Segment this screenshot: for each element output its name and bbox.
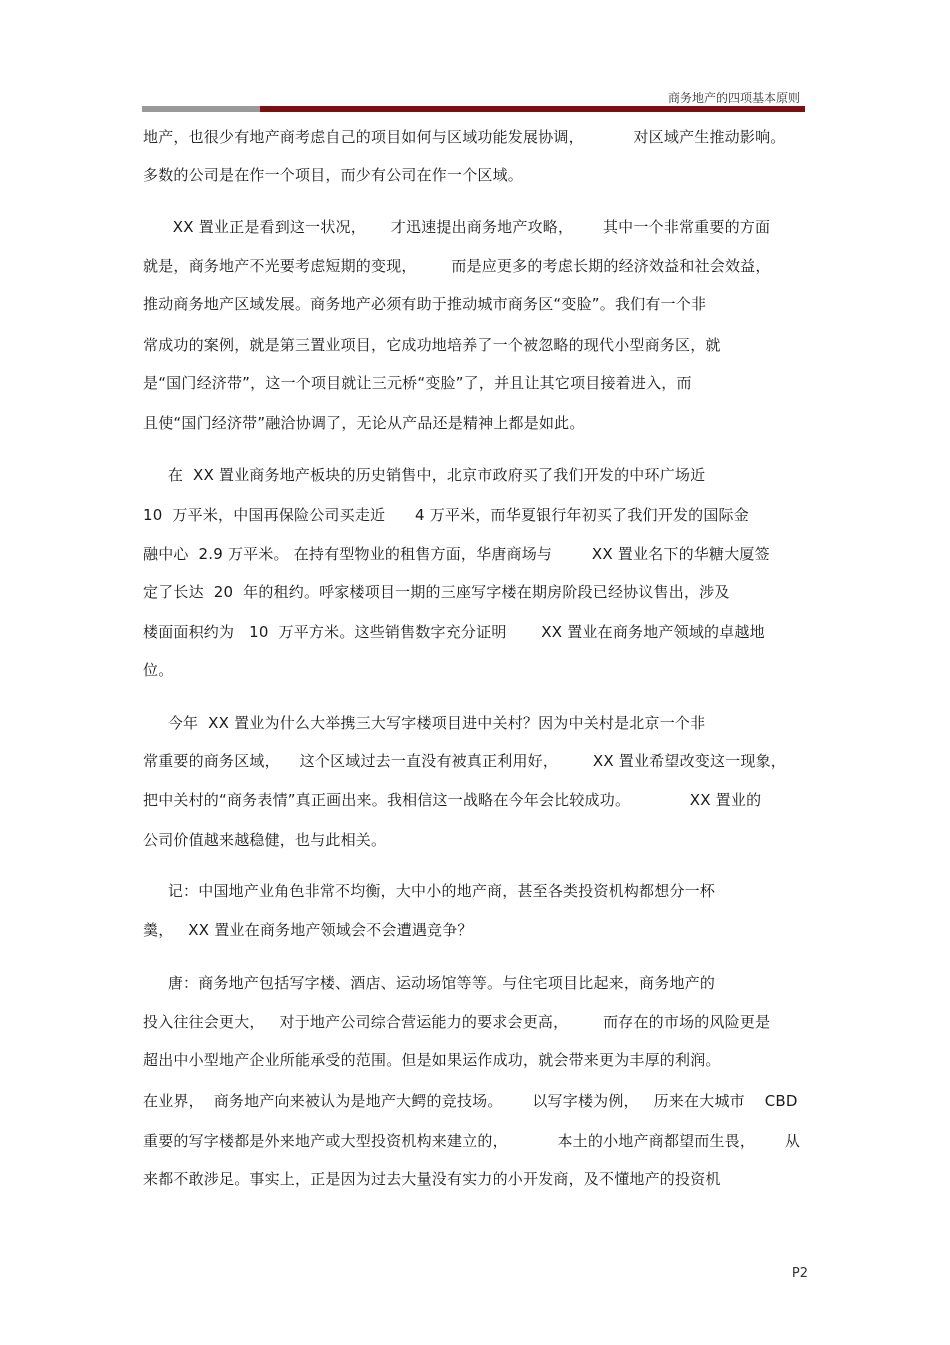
page-number: P2 [791, 1266, 808, 1281]
text-line: 就是，商务地产不光要考虑短期的变现， 而是应更多的考虑长期的经济效益和社会效益， [143, 257, 771, 275]
text-line: 唐：商务地产包括写字楼、酒店、运动场馆等等。与住宅项目比起来，商务地产的 [143, 974, 716, 992]
text-line: 来都不敢涉足。事实上，正是因为过去大量没有实力的小开发商，及不懂地产的投资机 [143, 1170, 721, 1188]
text-line: 是“国门经济带”，这一个项目就让三元桥“变脸”了，并且让其它项目接着进入，而 [143, 374, 692, 392]
text-line: 楼面面积约为 10 万平方米。这些销售数字充分证明 XX 置业在商务地产领域的卓越地 [143, 623, 765, 641]
text-line: 羹， XX 置业在商务地产领域会不会遭遇竞争？ [143, 921, 473, 939]
header-divider-bar [142, 106, 805, 112]
text-line: 记：中国地产业角色非常不均衡，大中小的地产商，甚至各类投资机构都想分一杯 [143, 882, 716, 900]
text-line: 地产，也很少有地产商考虑自己的项目如何与区域功能发展协调， 对区域产生推动影响。 [143, 128, 786, 146]
text-line: 常成功的案例，就是第三置业项目，它成功地培养了一个被忽略的现代小型商务区，就 [143, 336, 721, 354]
text-line: 常重要的商务区域， 这个区域过去一直没有被真正利用好， XX 置业希望改变这一现象， [143, 752, 786, 770]
text-line: 定了长达 20 年的租约。呼家楼项目一期的三座写字楼在期房阶段已经协议售出，涉及 [143, 583, 730, 601]
text-line: 推动商务地产区域发展。商务地产必须有助于推动城市商务区“变脸”。我们有一个非 [143, 295, 707, 313]
text-line: 且使“国门经济带”融洽协调了，无论从产品还是精神上都是如此。 [143, 414, 585, 432]
text-line: 10 万平米，中国再保险公司买走近 4 万平米，而华夏银行年初买了我们开发的国际金 [143, 506, 749, 524]
header-bar-red-segment [260, 106, 805, 112]
header-bar-grey-segment [142, 106, 260, 112]
text-line: 投入往往会更大， 对于地产公司综合营运能力的要求会更高， 而存在的市场的风险更是 [143, 1013, 771, 1031]
document-title: 商务地产的四项基本原则 [667, 91, 800, 105]
text-line: 今年 XX 置业为什么大举携三大写字楼项目进中关村？因为中关村是北京一个非 [143, 714, 706, 732]
text-line: 位。 [143, 661, 174, 679]
text-line: 把中关村的“商务表情”真正画出来。我相信这一战略在今年会比较成功。 XX 置业的 [143, 791, 762, 809]
text-line: 多数的公司是在作一个项目，而少有公司在作一个区域。 [143, 166, 524, 184]
text-line: 超出中小型地产企业所能承受的范围。但是如果运作成功，就会带来更为丰厚的利润。 [143, 1051, 721, 1069]
text-line: 在业界， 商务地产向来被认为是地产大鳄的竞技场。 以写字楼为例， 历来在大城市 CBD [143, 1092, 798, 1110]
text-line: XX 置业正是看到这一状况， 才迅速提出商务地产攻略， 其中一个非常重要的方面 [143, 218, 771, 236]
text-line: 融中心 2.9 万平米。 在持有型物业的租售方面，华唐商场与 XX 置业名下的华糖大厦签 [143, 545, 770, 563]
text-line: 公司价值越来越稳健，也与此相关。 [143, 831, 387, 849]
text-line: 在 XX 置业商务地产板块的历史销售中，北京市政府买了我们开发的中环广场近 [143, 466, 706, 484]
text-line: 重要的写字楼都是外来地产或大型投资机构来建立的， 本土的小地产商都望而生畏， 从 [143, 1132, 801, 1150]
